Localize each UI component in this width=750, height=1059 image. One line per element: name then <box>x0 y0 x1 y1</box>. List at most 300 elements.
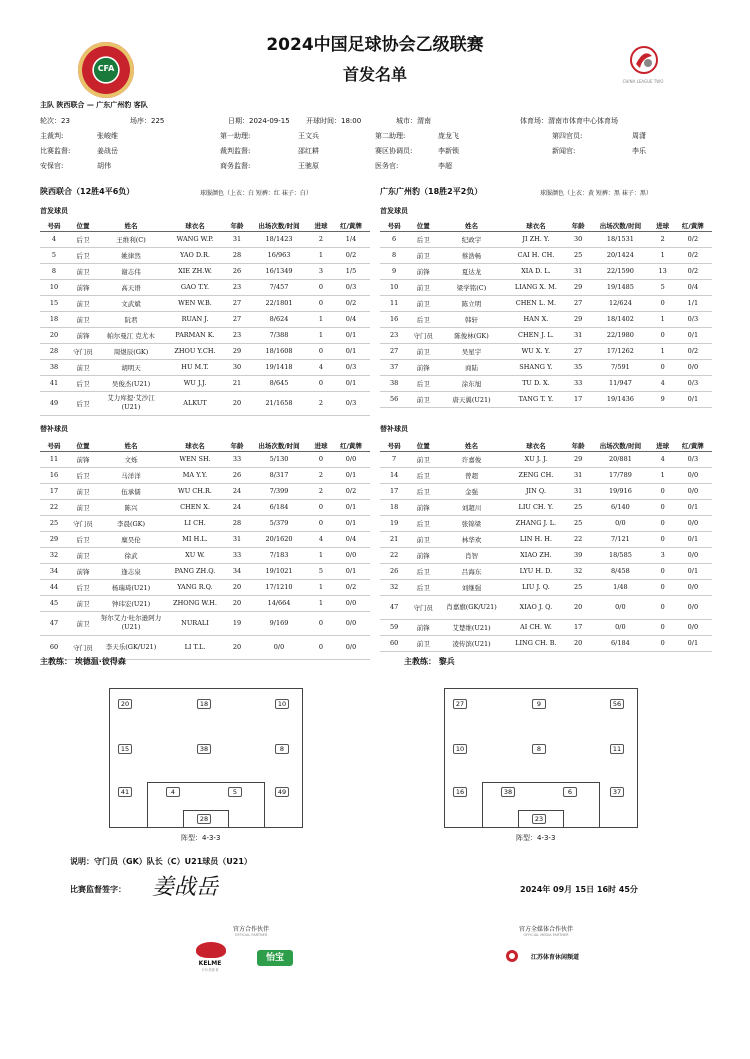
player-cell: 0 <box>652 531 674 547</box>
player-cell: 0 <box>310 451 332 467</box>
column-header: 年龄 <box>226 440 248 451</box>
official-name: 张峻维 <box>97 132 118 140</box>
player-cell: 29 <box>567 311 589 327</box>
player-position-marker: 38 <box>197 744 211 754</box>
player-row <box>380 619 712 635</box>
player-cell: 0/0 <box>674 595 712 619</box>
player-cell: 曾超 <box>438 467 504 483</box>
player-cell: 0/1 <box>674 635 712 651</box>
player-cell: 0/1 <box>674 327 712 343</box>
column-header: 位置 <box>68 440 98 451</box>
column-header: 姓名 <box>438 440 504 451</box>
player-cell: 王维利(C) <box>98 231 164 247</box>
player-cell: 帕尔曼江 克尤木 <box>98 327 164 343</box>
column-header: 姓名 <box>98 440 164 451</box>
player-cell: 后卫 <box>408 563 438 579</box>
player-cell: 2 <box>310 391 332 415</box>
player-cell: 10 <box>40 279 68 295</box>
player-cell: 0 <box>652 579 674 595</box>
player-cell: MI H.L. <box>164 531 226 547</box>
match-number: 场序：225 <box>130 117 165 125</box>
player-cell: 20 <box>226 391 248 415</box>
player-cell: 4 <box>652 451 674 467</box>
player-cell: 8/645 <box>248 375 310 391</box>
player-cell: 0/0 <box>589 595 651 619</box>
player-cell: 29 <box>226 343 248 359</box>
player-row <box>40 327 370 343</box>
player-cell: 前锋 <box>408 359 438 375</box>
player-cell: 4 <box>40 231 68 247</box>
column-header: 红/黄牌 <box>674 220 712 231</box>
column-header: 姓名 <box>438 220 504 231</box>
player-cell: 16/963 <box>248 247 310 263</box>
player-cell: 17/1262 <box>589 343 651 359</box>
player-cell: 吴俊杰(U21) <box>98 375 164 391</box>
away-team-name: 广东广州豹（18胜2平2负） <box>380 187 483 196</box>
player-cell: 7/388 <box>248 327 310 343</box>
player-cell: 前锋 <box>68 563 98 579</box>
player-cell: 0/1 <box>332 563 370 579</box>
player-cell: 0 <box>310 499 332 515</box>
player-cell: 19 <box>226 611 248 635</box>
player-cell: SHANG Y. <box>505 359 567 375</box>
player-cell: 39 <box>567 547 589 563</box>
player-cell: LI CH. <box>164 515 226 531</box>
player-cell: XIAO J. Q. <box>505 595 567 619</box>
match-teams: 主队 陕西联合 — 广东广州豹 客队 <box>40 101 148 109</box>
player-cell: 后卫 <box>68 391 98 415</box>
player-cell: 文武斌 <box>98 295 164 311</box>
player-cell: 0/2 <box>674 263 712 279</box>
player-cell: 0/4 <box>332 311 370 327</box>
player-cell: 阮君 <box>98 311 164 327</box>
official-name: 邵红耕 <box>298 147 319 155</box>
player-cell: 韩轩 <box>438 311 504 327</box>
player-cell: 0/0 <box>589 619 651 635</box>
player-cell: 25 <box>567 247 589 263</box>
player-cell: 0 <box>652 635 674 651</box>
player-cell: 1 <box>310 247 332 263</box>
player-cell: 前卫 <box>68 547 98 563</box>
match-date: 日期：2024-09-15 <box>228 117 290 125</box>
player-cell: 6 <box>380 231 408 247</box>
player-cell: 肖嘉旗(GK/U21) <box>438 595 504 619</box>
player-cell: RUAN J. <box>164 311 226 327</box>
player-position-marker: 15 <box>118 744 132 754</box>
player-row <box>40 375 370 391</box>
away-jersey: 球服颜色（上衣：黄 短裤：黑 袜子：黑） <box>540 190 652 197</box>
player-row <box>40 359 370 375</box>
player-cell: 0/1 <box>674 531 712 547</box>
player-cell: 凌传滨(U21) <box>438 635 504 651</box>
player-cell: 17 <box>380 483 408 499</box>
player-row <box>380 635 712 651</box>
player-cell: XU J. J. <box>505 451 567 467</box>
player-cell: 49 <box>40 391 68 415</box>
player-cell: 0/3 <box>332 391 370 415</box>
player-cell: 20/881 <box>589 451 651 467</box>
player-cell: 60 <box>40 635 68 659</box>
player-cell: ALKUT <box>164 391 226 415</box>
player-cell: 0/2 <box>674 247 712 263</box>
player-cell: 0/1 <box>332 343 370 359</box>
player-cell: 0/1 <box>674 499 712 515</box>
sponsor-1-title: 官方合作伙伴 <box>232 926 269 933</box>
player-cell: 守门员 <box>68 515 98 531</box>
player-cell: 0 <box>310 515 332 531</box>
player-cell: 41 <box>40 375 68 391</box>
player-position-marker: 16 <box>453 787 467 797</box>
player-cell: 1 <box>310 579 332 595</box>
player-cell: 前锋 <box>408 619 438 635</box>
player-cell: 5/130 <box>248 451 310 467</box>
player-cell: 18 <box>380 499 408 515</box>
player-position-marker: 23 <box>532 814 546 824</box>
player-cell: 12/624 <box>589 295 651 311</box>
player-cell: 34 <box>226 563 248 579</box>
player-cell: 17/789 <box>589 467 651 483</box>
player-cell: 28 <box>226 247 248 263</box>
player-cell: WU X. Y. <box>505 343 567 359</box>
player-position-marker: 10 <box>275 699 289 709</box>
player-cell: 1/1 <box>674 295 712 311</box>
player-cell: 7/399 <box>248 483 310 499</box>
player-cell: 后卫 <box>408 579 438 595</box>
player-cell: 金强 <box>438 483 504 499</box>
player-cell: CHEN X. <box>164 499 226 515</box>
player-cell: 0/4 <box>674 279 712 295</box>
player-cell: 0 <box>652 327 674 343</box>
column-header: 出场次数/时间 <box>248 440 310 451</box>
player-cell: 19/916 <box>589 483 651 499</box>
player-row <box>380 359 712 375</box>
official-name: 李新锁 <box>438 147 459 155</box>
away-subs-table <box>380 440 712 652</box>
column-header: 位置 <box>408 220 438 231</box>
player-cell: 前卫 <box>408 295 438 311</box>
player-cell: 32 <box>380 579 408 595</box>
player-cell: 1 <box>652 311 674 327</box>
away-subs-label: 替补球员 <box>380 425 408 433</box>
player-cell: 7/457 <box>248 279 310 295</box>
player-cell: 0 <box>652 515 674 531</box>
player-cell: 22 <box>40 499 68 515</box>
official-role: 第二助理: <box>375 132 406 140</box>
player-cell: 前卫 <box>68 499 98 515</box>
player-cell: 3 <box>652 547 674 563</box>
player-row <box>40 343 370 359</box>
player-cell: LIN H. H. <box>505 531 567 547</box>
home-formation: 阵型：4-3-3 <box>181 834 221 842</box>
player-row <box>380 311 712 327</box>
player-cell: PANG ZH.Q. <box>164 563 226 579</box>
column-header: 号码 <box>40 440 68 451</box>
player-cell: 徐武 <box>98 547 164 563</box>
player-row <box>40 391 370 415</box>
player-position-marker: 56 <box>610 699 624 709</box>
player-cell: 8/317 <box>248 467 310 483</box>
player-cell: 26 <box>226 263 248 279</box>
player-cell: 吴星宇 <box>438 343 504 359</box>
match-stadium: 体育场：渭南市体育中心体育场 <box>520 117 618 125</box>
player-cell: 27 <box>226 311 248 327</box>
player-cell: 19/1436 <box>589 391 651 407</box>
player-cell: 19 <box>380 515 408 531</box>
home-subs-label: 替补球员 <box>40 425 68 433</box>
player-cell: 8/624 <box>248 311 310 327</box>
player-row <box>380 483 712 499</box>
legend-note: 说明：守门员（GK）队长（C）U21球员（U21） <box>70 857 252 866</box>
player-position-marker: 18 <box>197 699 211 709</box>
player-cell: 7/183 <box>248 547 310 563</box>
player-cell: 27 <box>380 343 408 359</box>
home-team-name: 陕西联合（12胜4平6负） <box>40 187 135 196</box>
player-cell: 2 <box>310 483 332 499</box>
player-row <box>380 563 712 579</box>
player-cell: 10 <box>380 279 408 295</box>
player-cell: 5/379 <box>248 515 310 531</box>
player-cell: 前卫 <box>68 611 98 635</box>
player-row <box>40 499 370 515</box>
player-cell: 0 <box>310 611 332 635</box>
player-cell: 努尔艾力·吐尔逊阿力(U21) <box>98 611 164 635</box>
player-cell: 1 <box>652 467 674 483</box>
player-cell: 0/1 <box>332 499 370 515</box>
player-cell: 0/0 <box>674 467 712 483</box>
player-cell: 20 <box>226 635 248 659</box>
player-cell: 20 <box>226 595 248 611</box>
player-cell: 11/947 <box>589 375 651 391</box>
match-city: 城市：渭南 <box>396 117 431 125</box>
player-cell: 前卫 <box>68 483 98 499</box>
player-cell: 7/121 <box>589 531 651 547</box>
player-cell: 9 <box>380 263 408 279</box>
player-cell: 夏达龙 <box>438 263 504 279</box>
player-cell: 18 <box>40 311 68 327</box>
player-cell: 26 <box>380 563 408 579</box>
player-cell: 33 <box>226 547 248 563</box>
player-cell: 21 <box>226 375 248 391</box>
player-cell: 前卫 <box>68 595 98 611</box>
player-cell: 0/0 <box>332 635 370 659</box>
player-cell: 陈俊林(GK) <box>438 327 504 343</box>
player-cell: 涂东旭 <box>438 375 504 391</box>
player-cell: 19/1021 <box>248 563 310 579</box>
player-row <box>40 531 370 547</box>
player-cell: 文烁 <box>98 451 164 467</box>
supervisor-signature: 姜战岳 <box>152 875 219 900</box>
player-cell: JI ZH. Y. <box>505 231 567 247</box>
player-cell: PARMAN K. <box>164 327 226 343</box>
player-cell: 1 <box>310 311 332 327</box>
player-cell: 47 <box>380 595 408 619</box>
player-cell: 8/458 <box>589 563 651 579</box>
home-starters-label: 首发球员 <box>40 207 68 215</box>
player-cell: 0/3 <box>674 375 712 391</box>
player-cell: 蔡浩畅 <box>438 247 504 263</box>
player-cell: NURALI <box>164 611 226 635</box>
player-cell: 0/2 <box>332 483 370 499</box>
player-cell: TANG T. Y. <box>505 391 567 407</box>
player-cell: 前卫 <box>68 263 98 279</box>
player-row <box>40 263 370 279</box>
player-cell: 13 <box>652 263 674 279</box>
player-cell: 0/2 <box>332 295 370 311</box>
player-position-marker: 8 <box>532 744 546 754</box>
column-header: 号码 <box>380 440 408 451</box>
player-cell: 钟玮宏(U21) <box>98 595 164 611</box>
player-cell: 前锋 <box>68 279 98 295</box>
player-cell: TU D. X. <box>505 375 567 391</box>
player-cell: 25 <box>567 499 589 515</box>
player-cell: 前卫 <box>68 359 98 375</box>
player-cell: 后卫 <box>68 467 98 483</box>
player-cell: 31 <box>567 483 589 499</box>
player-cell: 后卫 <box>408 311 438 327</box>
player-cell: 56 <box>380 391 408 407</box>
supervisor-label: 比赛监督签字： <box>70 885 126 894</box>
player-cell: 0/0 <box>332 547 370 563</box>
player-cell: XIA D. L. <box>505 263 567 279</box>
player-cell: 1 <box>652 343 674 359</box>
player-cell: 31 <box>567 263 589 279</box>
player-cell: CHEN L. M. <box>505 295 567 311</box>
player-cell: 21/1658 <box>248 391 310 415</box>
player-cell: 杨瑞琦(U21) <box>98 579 164 595</box>
player-cell: 0/3 <box>674 451 712 467</box>
player-cell: 周煜辰(GK) <box>98 343 164 359</box>
player-row <box>380 515 712 531</box>
player-cell: 4 <box>310 359 332 375</box>
player-row <box>380 391 712 407</box>
official-name: 王驰原 <box>298 162 319 170</box>
player-cell: 18/1402 <box>589 311 651 327</box>
player-cell: 前锋 <box>408 263 438 279</box>
player-cell: 31 <box>226 231 248 247</box>
player-cell: 前卫 <box>68 311 98 327</box>
player-cell: YAO D.R. <box>164 247 226 263</box>
player-row <box>40 279 370 295</box>
player-cell: 16 <box>380 311 408 327</box>
player-cell: 0 <box>652 295 674 311</box>
player-cell: 29 <box>567 451 589 467</box>
player-position-marker: 49 <box>275 787 289 797</box>
player-cell: ZHOU Y.CH. <box>164 343 226 359</box>
column-header: 号码 <box>380 220 408 231</box>
player-cell: 1 <box>652 247 674 263</box>
player-cell: 0 <box>652 563 674 579</box>
player-cell: 后卫 <box>408 467 438 483</box>
player-cell: 0/1 <box>674 391 712 407</box>
player-cell: 27 <box>567 343 589 359</box>
away-pitch <box>444 688 638 828</box>
player-cell: LIU CH. Y. <box>505 499 567 515</box>
player-cell: 后卫 <box>68 375 98 391</box>
player-cell: CAI H. CH. <box>505 247 567 263</box>
player-cell: 0/2 <box>674 231 712 247</box>
player-cell: 31 <box>567 327 589 343</box>
sponsor-1-brand: KELME <box>198 960 222 967</box>
sponsor-3-brand: 江苏体育休闲频道 <box>530 954 579 961</box>
player-cell: 0/0 <box>674 359 712 375</box>
column-header: 红/黄牌 <box>332 220 370 231</box>
player-cell: 后卫 <box>68 579 98 595</box>
player-cell: 0/2 <box>332 247 370 263</box>
player-cell: 刘继强 <box>438 579 504 595</box>
player-row <box>380 451 712 467</box>
player-cell: 9/169 <box>248 611 310 635</box>
player-cell: 肖智 <box>438 547 504 563</box>
player-cell: 33 <box>226 451 248 467</box>
player-cell: HU M.T. <box>164 359 226 375</box>
player-cell: 0/3 <box>674 311 712 327</box>
player-cell: WEN SH. <box>164 451 226 467</box>
player-cell: 0 <box>310 635 332 659</box>
player-row <box>380 579 712 595</box>
player-cell: 4 <box>652 375 674 391</box>
player-cell: 20 <box>40 327 68 343</box>
league-logo <box>628 44 660 76</box>
column-header: 姓名 <box>98 220 164 231</box>
player-cell: HAN X. <box>505 311 567 327</box>
player-cell: 糜昊伦 <box>98 531 164 547</box>
official-role: 商务监督: <box>220 162 251 170</box>
player-cell: 19/1485 <box>589 279 651 295</box>
player-cell: 31 <box>567 467 589 483</box>
player-cell: 7/591 <box>589 359 651 375</box>
sponsor-2-brand: 怡宝 <box>257 950 293 966</box>
column-header: 进球 <box>310 440 332 451</box>
column-header: 年龄 <box>567 440 589 451</box>
player-cell: 24 <box>226 499 248 515</box>
player-cell: 艾楚维(U21) <box>438 619 504 635</box>
player-cell: 18/585 <box>589 547 651 563</box>
player-cell: MA Y.Y. <box>164 467 226 483</box>
column-header: 球衣名 <box>164 220 226 231</box>
player-cell: 20 <box>567 635 589 651</box>
player-cell: 4 <box>310 531 332 547</box>
player-cell: 0/1 <box>332 327 370 343</box>
player-row <box>40 595 370 611</box>
player-cell: 0/3 <box>332 359 370 375</box>
player-row <box>40 515 370 531</box>
player-position-marker: 5 <box>228 787 242 797</box>
player-cell: 6/184 <box>248 499 310 515</box>
player-cell: 1 <box>310 327 332 343</box>
official-role: 主裁判: <box>40 132 64 140</box>
player-cell: 29 <box>567 279 589 295</box>
player-cell: 1/5 <box>332 263 370 279</box>
sponsor-1-sub: OFFICIAL PARTNER <box>234 933 268 937</box>
column-header: 号码 <box>40 220 68 231</box>
player-cell: 26 <box>226 467 248 483</box>
player-row <box>380 247 712 263</box>
player-cell: 逢志泉 <box>98 563 164 579</box>
column-header: 球衣名 <box>505 220 567 231</box>
player-cell: 11 <box>380 295 408 311</box>
player-cell: 0 <box>310 295 332 311</box>
player-row <box>380 375 712 391</box>
player-cell: XU W. <box>164 547 226 563</box>
player-cell: 0/0 <box>674 547 712 563</box>
column-header: 红/黄牌 <box>332 440 370 451</box>
player-cell: 25 <box>567 515 589 531</box>
official-role: 医务官: <box>375 162 399 170</box>
player-row <box>380 467 712 483</box>
player-row <box>40 467 370 483</box>
official-name: 李乐 <box>632 147 646 155</box>
sponsor-3-title: 官方全媒体合作伙伴 <box>518 926 573 933</box>
